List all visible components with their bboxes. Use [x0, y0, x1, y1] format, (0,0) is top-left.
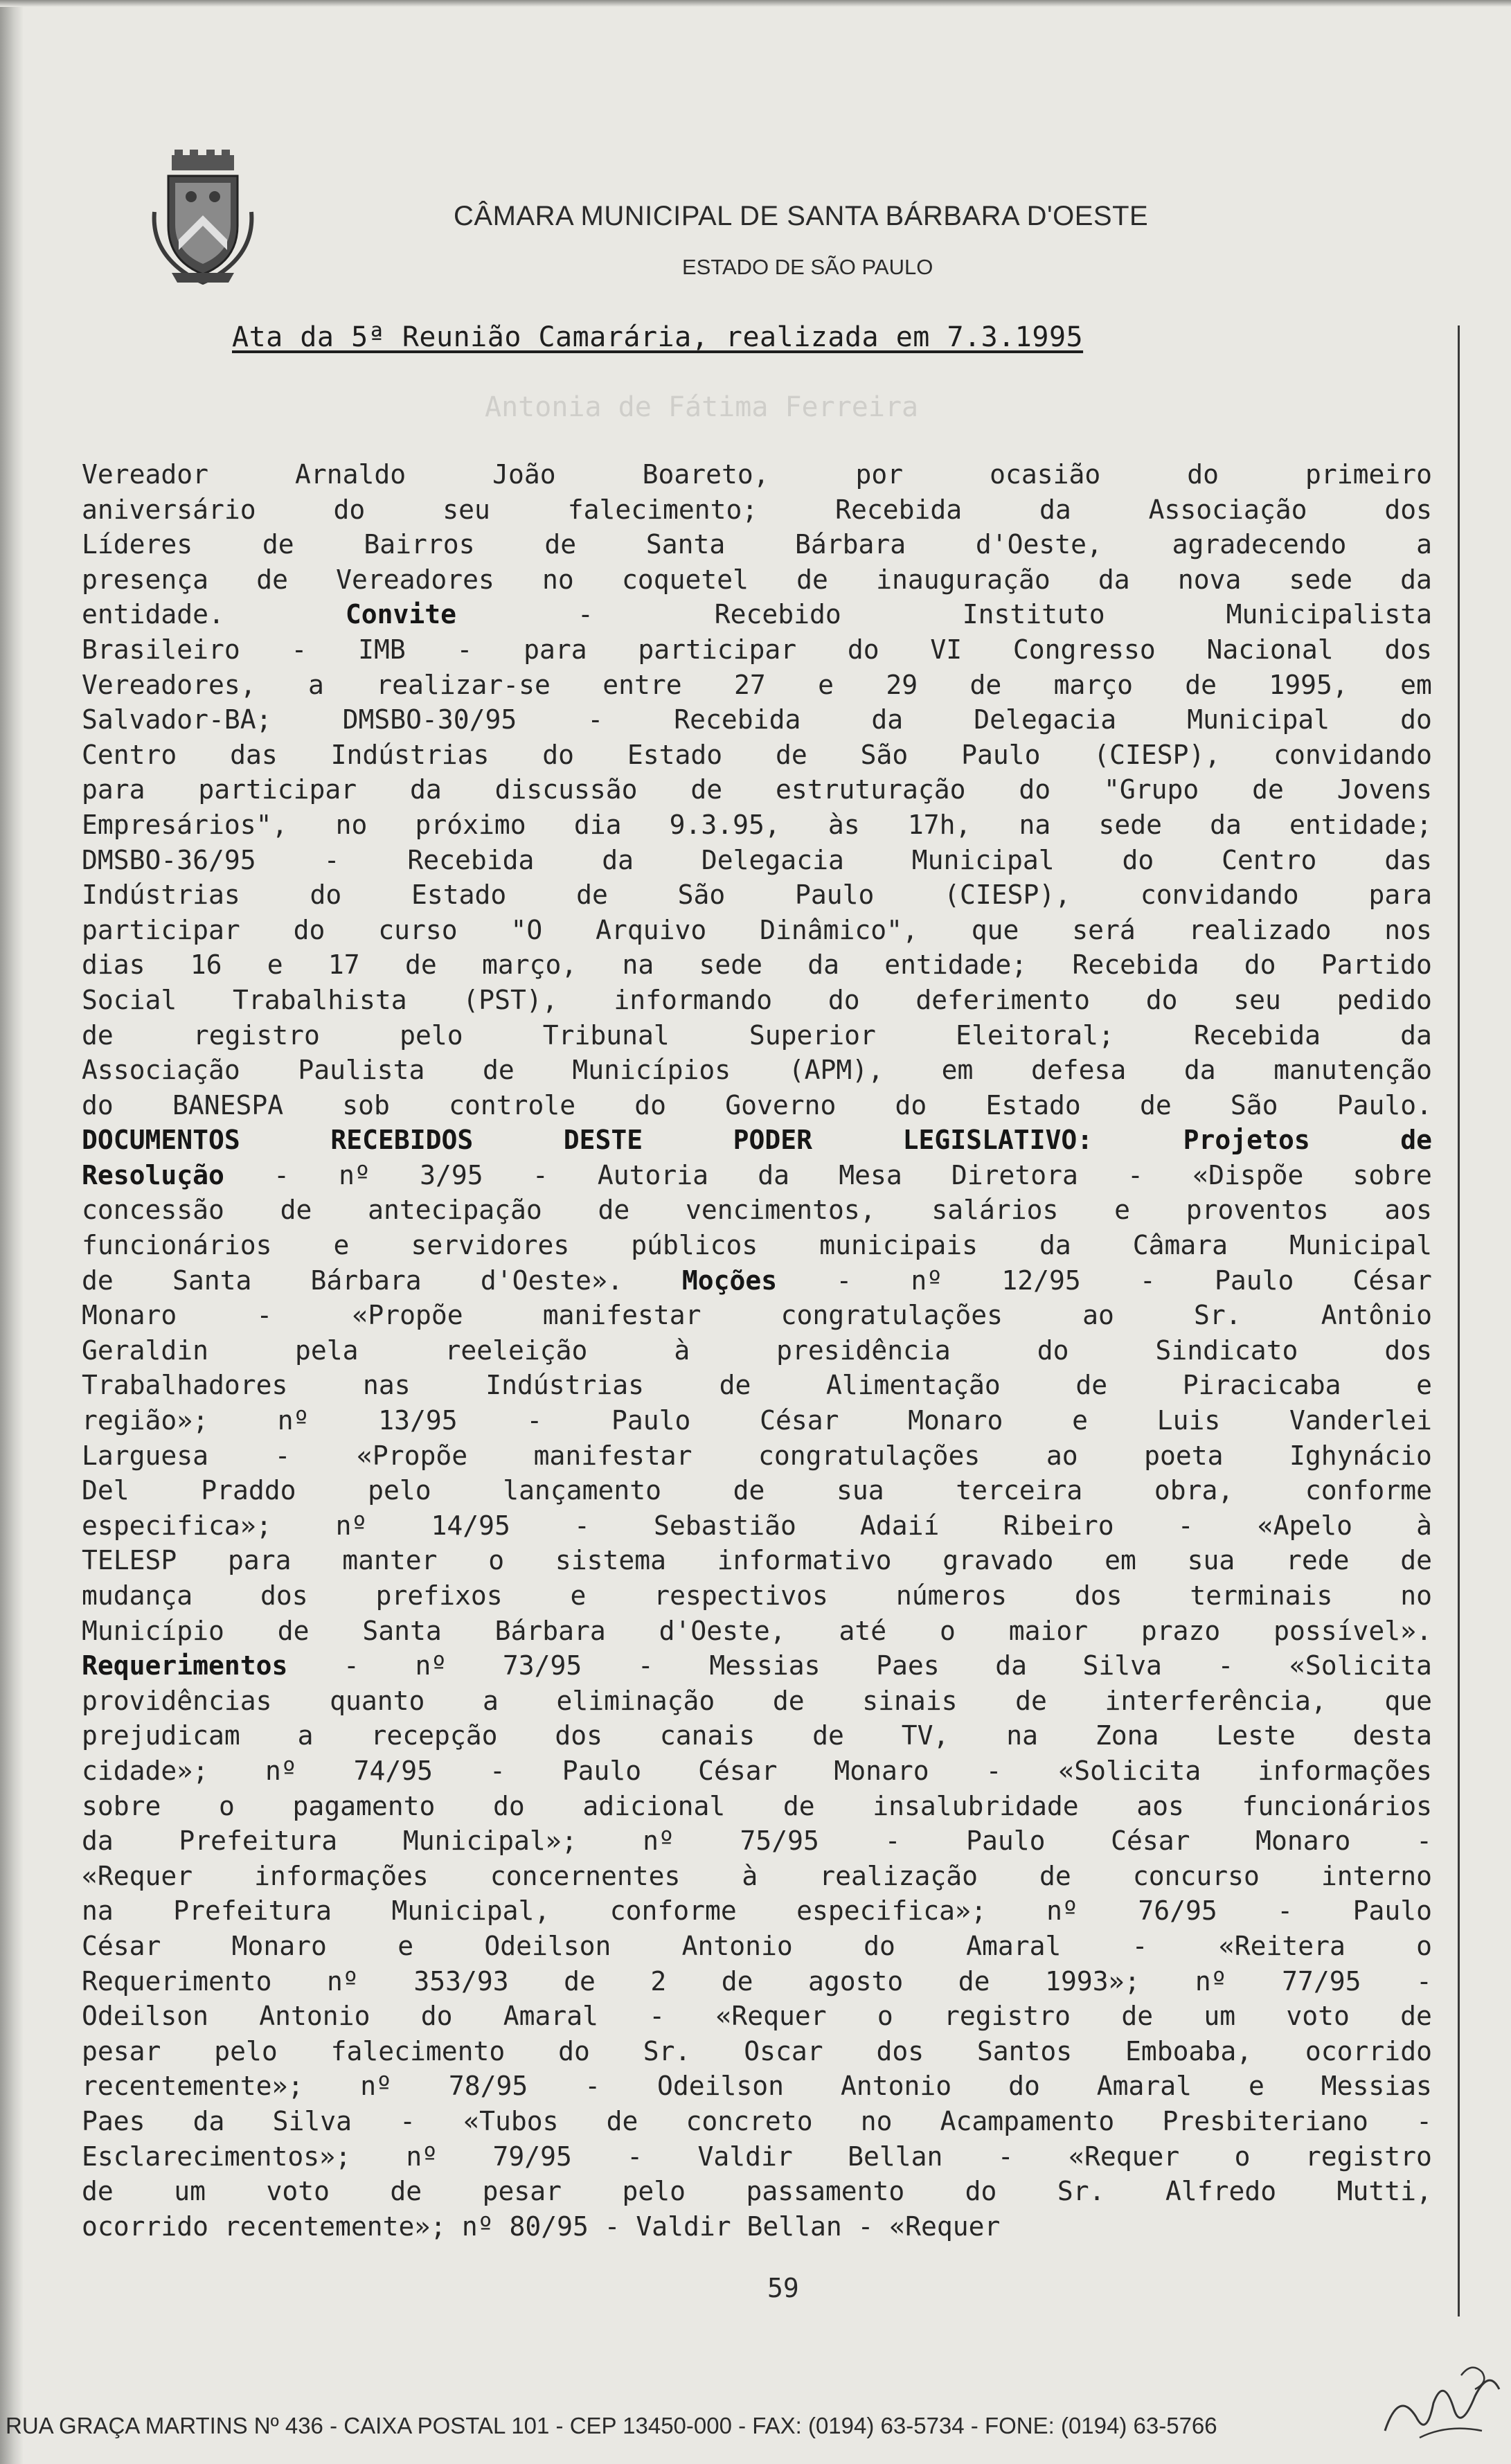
- body-line: Trabalhadores nas Indústrias de Alimentação de Piracicaba e: [82, 1370, 1432, 1401]
- body-line: região»; nº 13/95 - Paulo César Monaro e Luis Vanderlei: [82, 1405, 1432, 1436]
- body-line: Salvador-BA; DMSBO-30/95 - Recebida da Delegacia Municipal do: [82, 704, 1432, 735]
- body-line: César Monaro e Odeilson Antonio do Amaral - «Reitera o: [82, 1930, 1432, 1961]
- body-line: prejudicam a recepção dos canais de TV, na Zona Leste desta: [82, 1720, 1432, 1751]
- body-line: de Santa Bárbara d'Oeste». Moções - nº 12/95 - Paulo César: [82, 1265, 1432, 1296]
- body-line: dias 16 e 17 de março, na sede da entidade; Recebida do Partido: [82, 949, 1432, 981]
- body-line: de um voto de pesar pelo passamento do Sr. Alfredo Mutti,: [82, 2176, 1432, 2207]
- body-line: TELESP para manter o sistema informativo gravado em sua rede de: [82, 1545, 1432, 1576]
- body-line: funcionários e servidores públicos municipais da Câmara Municipal: [82, 1230, 1432, 1261]
- body-line: providências quanto a eliminação de sinais de interferência, que: [82, 1685, 1432, 1716]
- body-line: Líderes de Bairros de Santa Bárbara d'Oeste, agradecendo a: [82, 529, 1432, 560]
- body-line: Centro das Indústrias do Estado de São Paulo (CIESP), convidando: [82, 739, 1432, 770]
- body-line: para participar da discussão de estruturação do "Grupo de Jovens: [82, 774, 1432, 805]
- body-line: mudança dos prefixos e respectivos números dos terminais no: [82, 1580, 1432, 1611]
- body-line: Vereador Arnaldo João Boareto, por ocasião do primeiro: [82, 459, 1432, 490]
- body-line: Associação Paulista de Municípios (APM), em defesa da manutenção: [82, 1055, 1432, 1086]
- header-subtitle: ESTADO DE SÃO PAULO: [682, 255, 933, 279]
- body-line: cidade»; nº 74/95 - Paulo César Monaro - «Solicita informações: [82, 1755, 1432, 1786]
- body-line: DOCUMENTOS RECEBIDOS DESTE PODER LEGISLATIVO: Projetos de: [82, 1125, 1432, 1156]
- body-line: ocorrido recentemente»; nº 80/95 - Valdir Bellan - «Requer: [82, 2211, 1001, 2242]
- body-line: Larguesa - «Propõe manifestar congratulações ao poeta Ighynácio: [82, 1440, 1432, 1471]
- body-line: da Prefeitura Municipal»; nº 75/95 - Paulo César Monaro -: [82, 1825, 1432, 1857]
- footer-address: RUA GRAÇA MARTINS Nº 436 - CAIXA POSTAL 101 - CEP 13450-000 - FAX: (0194) 63-5734 - FONE: (0194) 63-5766: [6, 2413, 1217, 2438]
- body-line: Vereadores, a realizar-se entre 27 e 29 de março de 1995, em: [82, 669, 1432, 700]
- body-line: do BANESPA sob controle do Governo do Estado de São Paulo.: [82, 1089, 1432, 1121]
- body-line: presença de Vereadores no coquetel de inauguração da nova sede da: [82, 564, 1432, 595]
- body-line: Requerimento nº 353/93 de 2 de agosto de 1993»; nº 77/95 -: [82, 1965, 1432, 1997]
- body-line: aniversário do seu falecimento; Recebida da Associação dos: [82, 494, 1432, 525]
- body-line: sobre o pagamento do adicional de insalubridade aos funcionários: [82, 1790, 1432, 1821]
- body-line: Requerimentos - nº 73/95 - Messias Paes da Silva - «Solicita: [82, 1650, 1432, 1681]
- body-line: DMSBO-36/95 - Recebida da Delegacia Municipal do Centro das: [82, 844, 1432, 875]
- bleed-through-text: Antonia de Fátima Ferreira: [485, 391, 919, 423]
- body-line: Geraldin pela reeleição à presidência do Sindicato dos: [82, 1334, 1432, 1366]
- minutes-title: Ata da 5ª Reunião Camarária, realizada em 7.3.1995: [232, 321, 1084, 353]
- margin-rule: [1458, 325, 1460, 2316]
- body-line: Indústrias do Estado de São Paulo (CIESP), convidando para: [82, 880, 1432, 911]
- body-line: Município de Santa Bárbara d'Oeste, até o maior prazo possível».: [82, 1615, 1432, 1646]
- handwritten-signature-icon: [1378, 2348, 1510, 2452]
- body-line: recentemente»; nº 78/95 - Odeilson Antonio do Amaral e Messias: [82, 2071, 1432, 2102]
- page-number: 59: [767, 2273, 799, 2303]
- scanned-top-edge: [0, 0, 1511, 7]
- body-line: na Prefeitura Municipal, conforme especifica»; nº 76/95 - Paulo: [82, 1895, 1432, 1927]
- body-line: pesar pelo falecimento do Sr. Oscar dos Santos Emboaba, ocorrido: [82, 2035, 1432, 2066]
- body-line: Paes da Silva - «Tubos de concreto no Acampamento Presbiteriano -: [82, 2105, 1432, 2136]
- body-line: Empresários", no próximo dia 9.3.95, às 17h, na sede da entidade;: [82, 809, 1432, 840]
- body-line: Resolução - nº 3/95 - Autoria da Mesa Diretora - «Dispõe sobre: [82, 1159, 1432, 1190]
- body-line: entidade. Convite - Recebido Instituto Municipalista: [82, 599, 1432, 630]
- body-line: «Requer informações concernentes à realização de concurso interno: [82, 1860, 1432, 1891]
- body-line: Social Trabalhista (PST), informando do deferimento do seu pedido: [82, 984, 1432, 1015]
- body-line: de registro pelo Tribunal Superior Eleitoral; Recebida da: [82, 1019, 1432, 1051]
- body-line: especifica»; nº 14/95 - Sebastião Adaií Ribeiro - «Apelo à: [82, 1510, 1432, 1541]
- scanned-page-edge: [0, 0, 24, 2464]
- header-title: CÂMARA MUNICIPAL DE SANTA BÁRBARA D'OESTE: [454, 201, 1149, 231]
- body-line: Monaro - «Propõe manifestar congratulações ao Sr. Antônio: [82, 1300, 1432, 1331]
- body-line: participar do curso "O Arquivo Dinâmico", que será realizado nos: [82, 914, 1432, 945]
- body-line: Brasileiro - IMB - para participar do VI Congresso Nacional dos: [82, 634, 1432, 665]
- body-line: concessão de antecipação de vencimentos, salários e proventos aos: [82, 1195, 1432, 1226]
- body-line: Odeilson Antonio do Amaral - «Requer o registro de um voto de: [82, 2001, 1432, 2032]
- minutes-body: [82, 457, 1432, 2244]
- body-line: Esclarecimentos»; nº 79/95 - Valdir Bellan - «Requer o registro: [82, 2141, 1432, 2172]
- municipal-crest-icon: [151, 150, 255, 285]
- body-line: Del Praddo pelo lançamento de sua terceira obra, conforme: [82, 1475, 1432, 1506]
